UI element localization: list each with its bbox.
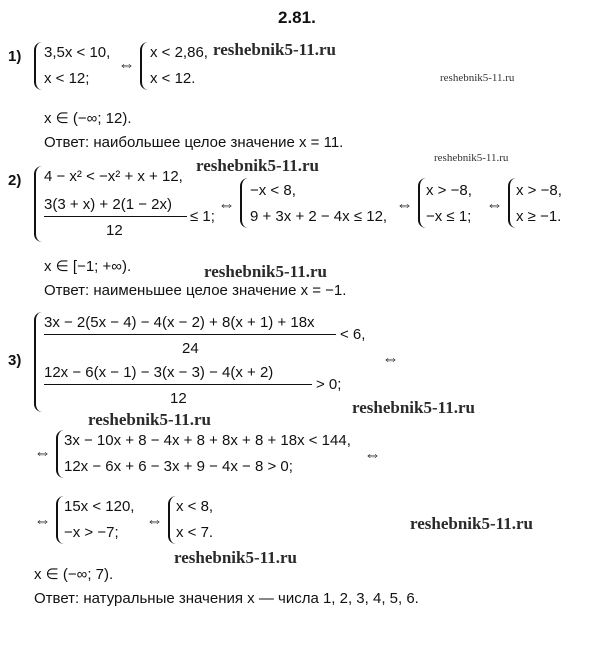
part-3-system-4-line-1: x < 8,	[176, 498, 214, 515]
part-1-system-2-line-1: x < 2,86,	[150, 44, 208, 61]
part-1-brace-2	[140, 42, 148, 90]
watermark: reshebnik5-11.ru	[204, 262, 327, 281]
watermark: reshebnik5-11.ru	[352, 398, 475, 417]
part-3-fraction-2-relation: > 0;	[316, 376, 342, 393]
part-2-solution-set: x ∈ [−1; +∞).	[44, 258, 132, 275]
part-1-brace-1	[34, 42, 42, 90]
part-2-fraction-relation: ≤ 1;	[190, 208, 215, 225]
part-2-brace-1	[34, 166, 42, 242]
equivalence-arrow: ⇔	[364, 445, 381, 464]
part-3-fraction-2-bar	[44, 384, 312, 385]
part-3-fraction-2-numerator: 12x − 6(x − 1) − 3(x − 3) − 4(x + 2)	[44, 364, 274, 381]
part-3-brace-4	[168, 496, 176, 544]
watermark: reshebnik5-11.ru	[410, 514, 533, 533]
part-2-system-2-line-1: −x < 8,	[250, 182, 296, 199]
part-2-system-4-line-1: x > −8,	[516, 182, 562, 199]
part-1-system-1-line-1: 3,5x < 10,	[44, 44, 111, 61]
part-1-system-1-line-2: x < 12;	[44, 70, 90, 87]
part-1-system-2-line-2: x < 12.	[150, 70, 196, 87]
watermark: reshebnik5-11.ru	[88, 410, 211, 429]
equivalence-arrow: ⇔	[396, 195, 413, 214]
part-2-system-4-line-2: x ≥ −1.	[516, 208, 562, 225]
equivalence-arrow: ⇔	[382, 349, 399, 368]
watermark: reshebnik5-11.ru	[434, 152, 509, 164]
watermark: reshebnik5-11.ru	[174, 548, 297, 567]
part-2-system-3-line-1: x > −8,	[426, 182, 472, 199]
equivalence-arrow: ⇔	[146, 511, 163, 530]
part-3-system-3-line-1: 15x < 120,	[64, 498, 135, 515]
part-3-fraction-1-denominator: 24	[182, 340, 199, 357]
watermark: reshebnik5-11.ru	[196, 156, 319, 175]
part-3-fraction-1-numerator: 3x − 2(5x − 4) − 4(x − 2) + 8(x + 1) + 18x	[44, 314, 315, 331]
part-3-brace-2	[56, 430, 64, 478]
part-2-answer: Ответ: наименьшее целое значение x = −1.	[44, 282, 347, 299]
part-3-brace-1	[34, 312, 42, 412]
part-2-brace-2	[240, 178, 248, 228]
part-2-fraction-numerator: 3(3 + x) + 2(1 − 2x)	[44, 196, 172, 213]
part-3-system-2-line-2: 12x − 6x + 6 − 3x + 9 − 4x − 8 > 0;	[64, 458, 293, 475]
part-3-system-2-line-1: 3x − 10x + 8 − 4x + 8 + 8x + 8 + 18x < 144,	[64, 432, 351, 449]
part-3-fraction-2-denominator: 12	[170, 390, 187, 407]
part-3-system-4-line-2: x < 7.	[176, 524, 214, 541]
watermark: reshebnik5-11.ru	[213, 40, 336, 59]
part-3-system-3-line-2: −x > −7;	[64, 524, 119, 541]
part-1-answer: Ответ: наибольшее целое значение x = 11.	[44, 134, 344, 151]
part-3-answer: Ответ: натуральные значения x — числа 1, 2, 3, 4, 5, 6.	[34, 590, 419, 607]
part-3-number: 3)	[8, 352, 22, 369]
part-2-fraction-bar	[44, 216, 187, 217]
part-1-number: 1)	[8, 48, 22, 65]
problem-title: 2.81.	[278, 8, 316, 27]
equivalence-arrow: ⇔	[34, 443, 51, 462]
part-3-solution-set: x ∈ (−∞; 7).	[34, 566, 114, 583]
equivalence-arrow: ⇔	[34, 511, 51, 530]
part-1-solution-set: x ∈ (−∞; 12).	[44, 110, 132, 127]
equivalence-arrow: ⇔	[486, 195, 503, 214]
equivalence-arrow: ⇔	[118, 55, 135, 74]
part-2-fraction-denominator: 12	[106, 222, 123, 239]
part-3-brace-3	[56, 496, 64, 544]
part-3-fraction-1-relation: < 6,	[340, 326, 366, 343]
part-2-system-1-line-1: 4 − x² < −x² + x + 12,	[44, 168, 183, 185]
watermark: reshebnik5-11.ru	[440, 72, 515, 84]
part-2-system-3-line-2: −x ≤ 1;	[426, 208, 472, 225]
equivalence-arrow: ⇔	[218, 195, 235, 214]
part-2-brace-3	[418, 178, 426, 228]
part-2-system-2-line-2: 9 + 3x + 2 − 4x ≤ 12,	[250, 208, 388, 225]
part-2-number: 2)	[8, 172, 22, 189]
part-2-brace-4	[508, 178, 516, 228]
part-3-fraction-1-bar	[44, 334, 336, 335]
